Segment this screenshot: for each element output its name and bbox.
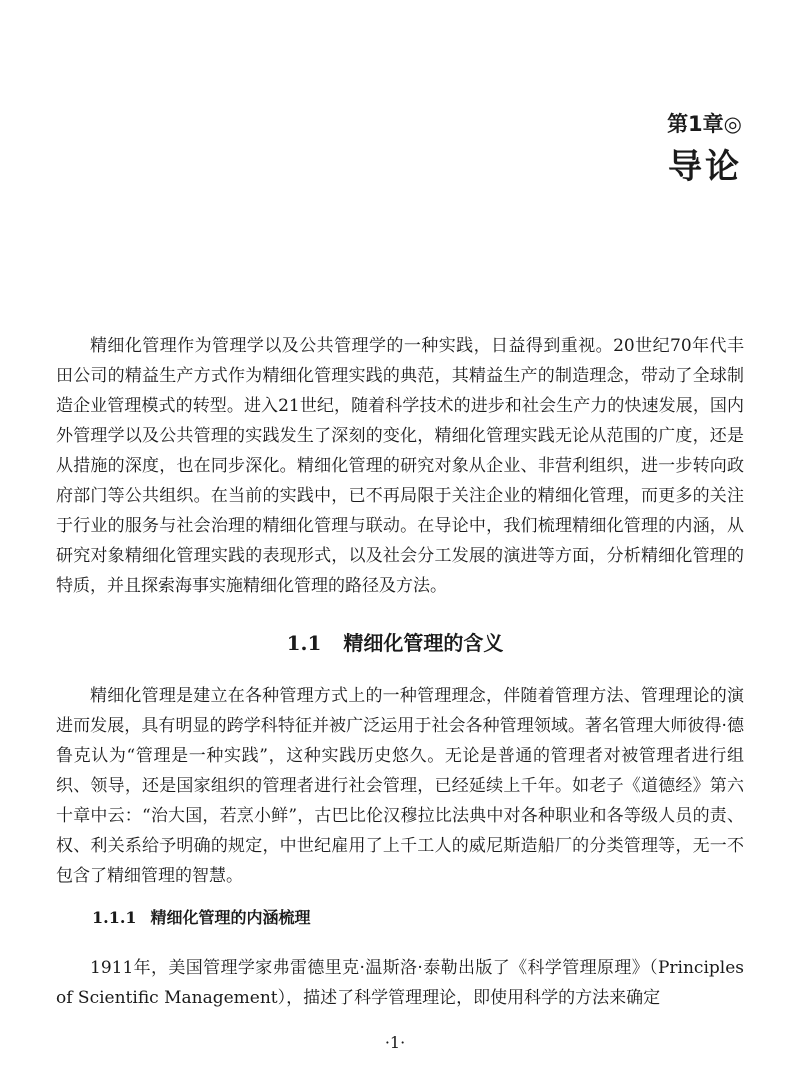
subsection-paragraph: 1911年，美国管理学家弗雷德里克·温斯洛·泰勒出版了《科学管理原理》（Principles of Scientific Management），描述了科学管理理论，即使用科学的方法来确定	[56, 958, 744, 1008]
section-title: 精细化管理的含义	[343, 631, 504, 655]
section-heading	[0, 628, 790, 658]
intro-paragraph: 精细化管理作为管理学以及公共管理学的一种实践，日益得到重视。20世纪70年代丰田公司的精益生产方式作为精细化管理实践的典范，其精益生产的制造理念，带动了全球制造企业管理模式的转型。进入21世纪，随着科学技术的进步和社会生产力的快速发展，国内外管理学以及公共管理的实践发生了深刻的变化，精细化管理实践无论从范围的广度，还是从措施的深度，也在同步深化。精细化管理的研究对象从企业、非营利组织，进一步转向政府部门等公共组织。在当前的实践中，已不再局限于关注企业的精细化管理，而更多的关注于行业的服务与社会治理的精细化管理与联动。在导论中，我们梳理精细化管理的内涵，从研究对象精细化管理实践的表现形式，以及社会分工发展的演进等方面，分析精细化管理的特质，并且探索海事实施精细化管理的路径及方法。	[56, 336, 744, 596]
section-paragraph: 精细化管理是建立在各种管理方式上的一种管理理念，伴随着管理方法、管理理论的演进而发展，具有明显的跨学科特征并被广泛运用于社会各种管理领域。著名管理大师彼得·德鲁克认为“管理是一种实践”，这种实践历史悠久。无论是普通的管理者对被管理者进行组织、领导，还是国家组织的管理者进行社会管理，已经延续上千年。如老子《道德经》第六十章中云：“治大国，若烹小鲜”，古巴比伦汉穆拉比法典中对各种职业和各等级人员的责、权、利关系给予明确的规定，中世纪雇用了上千工人的威尼斯造船厂的分类管理等，无一不包含了精细管理的智慧。	[56, 686, 744, 886]
subsection-number: 1.1.1	[92, 908, 137, 927]
section-number: 1.1	[286, 631, 322, 655]
chapter-label: 第1章◎	[667, 112, 742, 136]
chapter-title: 导论	[668, 147, 742, 187]
subsection-title: 精细化管理的内涵梳理	[150, 908, 311, 927]
page-number: ·1·	[384, 1033, 406, 1052]
subsection-heading	[92, 905, 311, 931]
